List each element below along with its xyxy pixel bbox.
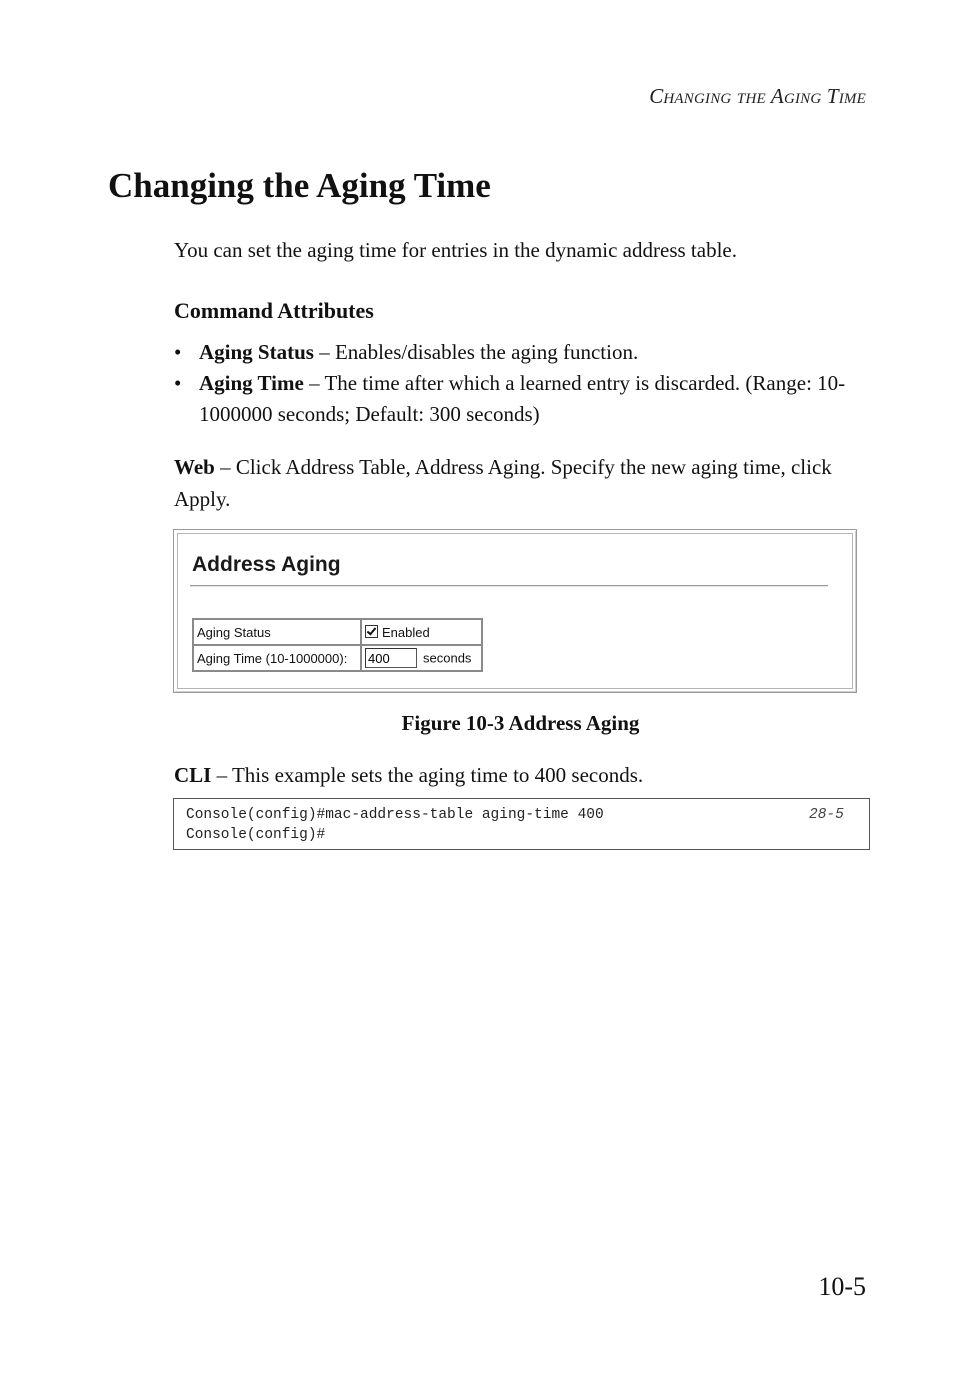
cli-instructions [174,761,643,789]
attribute-term: Aging Status [199,340,314,364]
attribute-description: – Enables/disables the aging function. [313,340,639,364]
attribute-description: – The time after which a learned entry is discarded. (Range: 10-1000000 seconds; Default: 300 seconds) [199,371,846,426]
cli-label: CLI [174,763,212,787]
aging-time-cell [361,645,482,671]
attribute-item-aging-status [174,337,864,368]
web-text: – Click Address Table, Address Aging. Specify the new aging time, click Apply. [174,455,832,511]
code-line [186,805,869,825]
intro-paragraph: You can set the aging time for entries in the dynamic address table. [174,238,737,262]
aging-settings-table [192,618,483,672]
attribute-item-aging-time [174,368,864,430]
page-title: Changing the Aging Time [108,166,491,205]
aging-time-input[interactable] [365,648,417,668]
web-label: Web [174,455,215,479]
table-row [193,645,482,671]
bullet: • [174,340,182,364]
command-attributes-list [174,337,864,430]
address-aging-screenshot [173,529,857,693]
aging-status-label: Aging Status [193,619,361,645]
code-prompt: Console(config)# [186,827,326,843]
bullet: • [174,371,182,395]
aging-status-value: Enabled [382,624,430,640]
figure-caption: Figure 10-3 Address Aging [401,711,640,735]
panel-divider [190,585,828,587]
page-number: 10-5 [818,1272,866,1301]
code-command: Console(config)#mac-address-table aging-time 400 [186,807,604,823]
aging-status-checkbox[interactable] [365,625,378,638]
running-header: Changing the Aging Time [649,84,866,108]
command-attributes-heading: Command Attributes [174,298,374,323]
code-reference: 28-5 [809,807,844,823]
panel-frame [177,533,853,689]
cli-text: – This example sets the aging time to 400 seconds. [211,763,644,787]
panel-title: Address Aging [192,553,341,576]
attribute-term: Aging Time [199,371,304,395]
table-row [193,619,482,645]
web-instructions [174,451,864,515]
aging-time-unit: seconds [423,650,472,666]
aging-time-label: Aging Time (10-1000000): [193,645,361,671]
code-line [186,825,869,845]
cli-code-block [173,798,870,850]
aging-status-cell [361,619,482,645]
